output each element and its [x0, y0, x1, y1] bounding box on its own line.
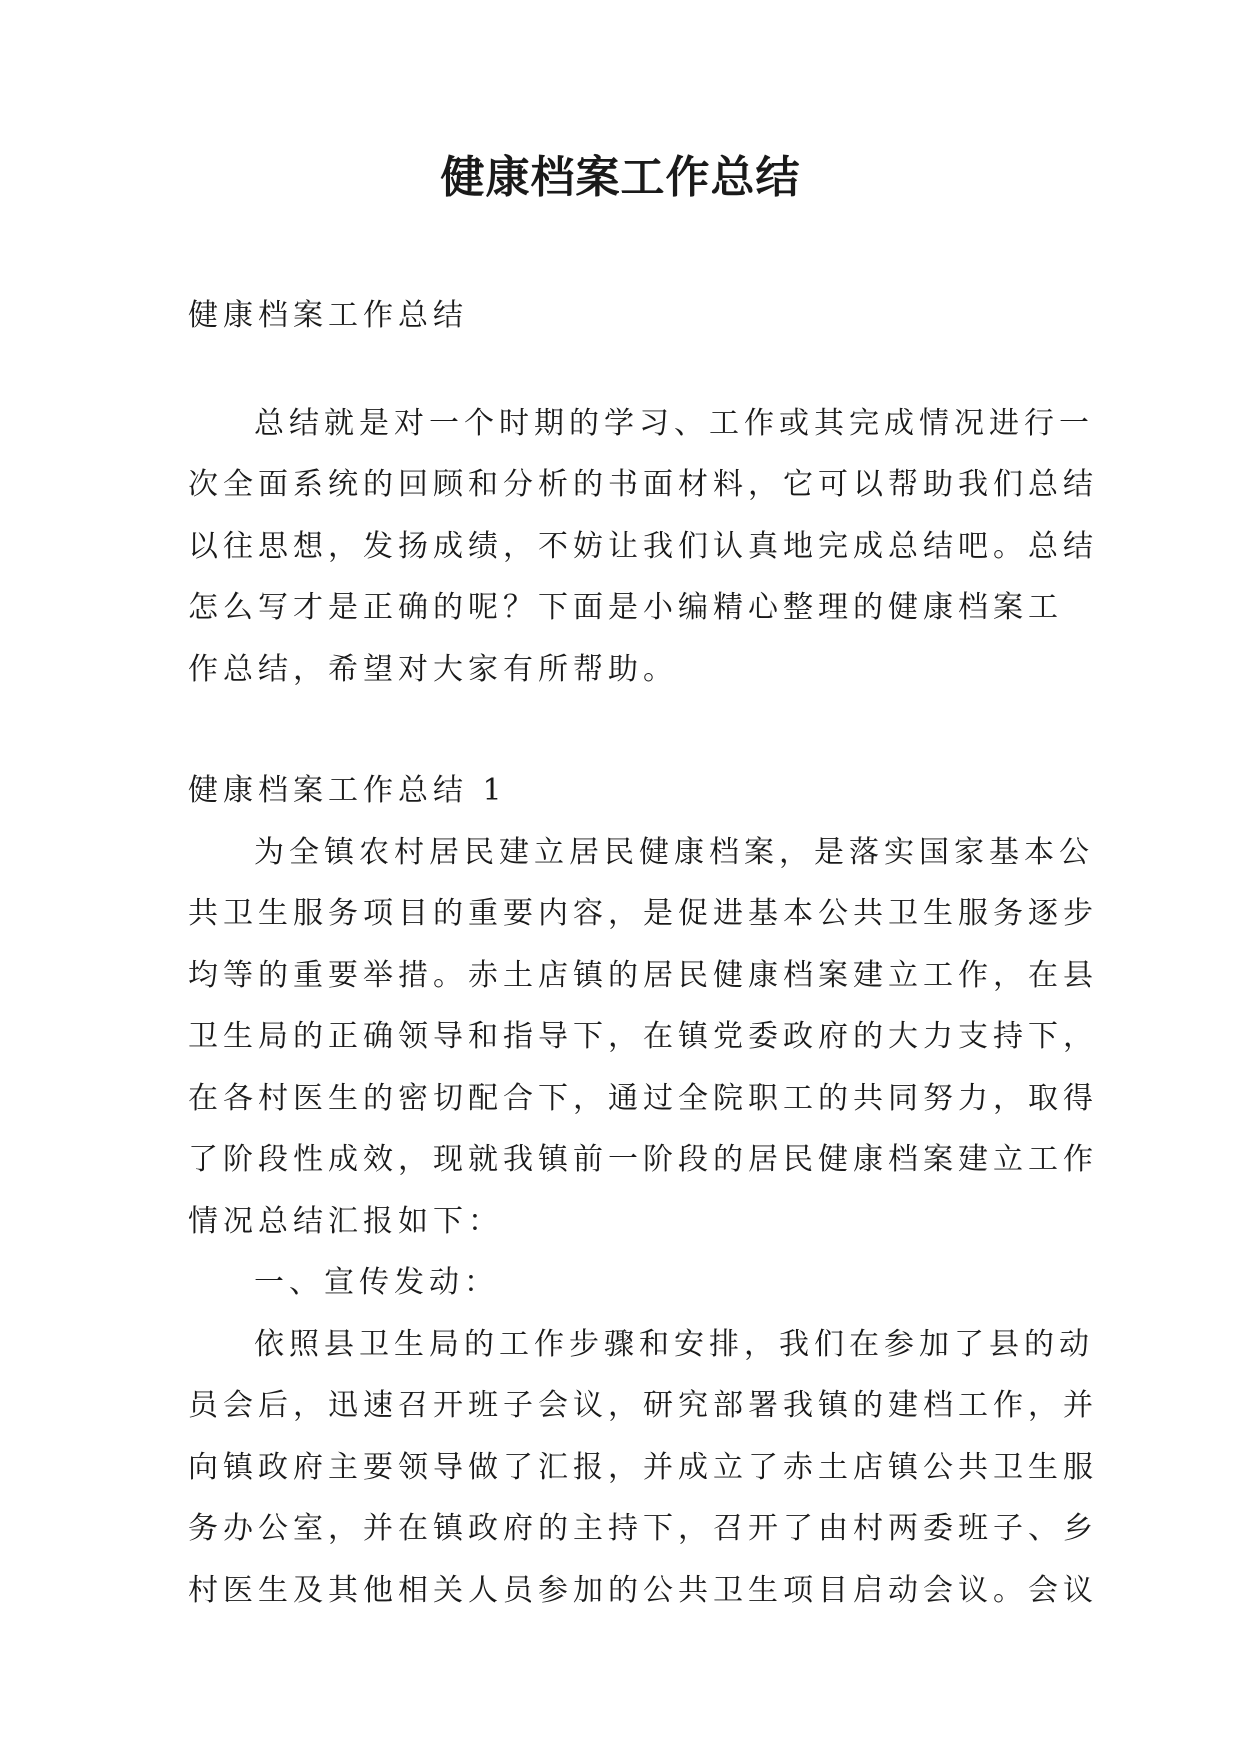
- paragraph-2: [188, 1314, 1098, 1622]
- paragraph-line: 卫生局的正确领导和指导下，在镇党委政府的大力支持下，: [188, 1019, 1098, 1054]
- paragraph-line: 在各村医生的密切配合下，通过全院职工的共同努力，取得: [188, 1080, 1098, 1116]
- paragraph-line: 了阶段性成效，现就我镇前一阶段的居民健康档案建立工作: [188, 1142, 1098, 1177]
- paragraph-line: 共卫生服务项目的重要内容，是促进基本公共卫生服务逐步: [188, 896, 1098, 931]
- intro-line: 次全面系统的回顾和分析的书面材料，它可以帮助我们总结: [188, 467, 1098, 502]
- section-heading: 健康档案工作总结 1: [188, 773, 507, 808]
- intro-line: 作总结，希望对大家有所帮助。: [188, 651, 678, 687]
- spacer: [188, 700, 1058, 760]
- paragraph-line: 员会后，迅速召开班子会议，研究部署我镇的建档工作，并: [188, 1388, 1098, 1423]
- paragraph-line: 向镇政府主要领导做了汇报，并成立了赤土店镇公共卫生服: [188, 1449, 1098, 1485]
- document-body: [188, 285, 1098, 1621]
- intro-paragraph: [188, 393, 1098, 701]
- spacer: [188, 347, 1058, 393]
- paragraph-line: 均等的重要举措。赤土店镇的居民健康档案建立工作，在县: [188, 957, 1098, 993]
- paragraph-1: [188, 822, 1098, 1253]
- paragraph-line: 为全镇农村居民建立居民健康档案，是落实国家基本公: [254, 834, 1094, 870]
- intro-line: 以往思想，发扬成绩，不妨让我们认真地完成总结吧。总结: [188, 528, 1098, 564]
- paragraph-line: 依照县卫生局的工作步骤和安排，我们在参加了县的动: [254, 1326, 1094, 1362]
- document-subtitle: 健康档案工作总结: [188, 298, 468, 333]
- intro-line: 总结就是对一个时期的学习、工作或其完成情况进行一: [254, 405, 1094, 441]
- subheading: 一、宣传发动：: [254, 1265, 499, 1300]
- paragraph-line: 务办公室，并在镇政府的主持下，召开了由村两委班子、乡: [188, 1511, 1098, 1546]
- paragraph-line: 村医生及其他相关人员参加的公共卫生项目启动会议。会议: [188, 1572, 1098, 1608]
- paragraph-line: 情况总结汇报如下：: [188, 1203, 503, 1239]
- intro-line: 怎么写才是正确的呢？下面是小编精心整理的健康档案工: [188, 590, 1063, 625]
- document-title: 健康档案工作总结: [440, 152, 801, 203]
